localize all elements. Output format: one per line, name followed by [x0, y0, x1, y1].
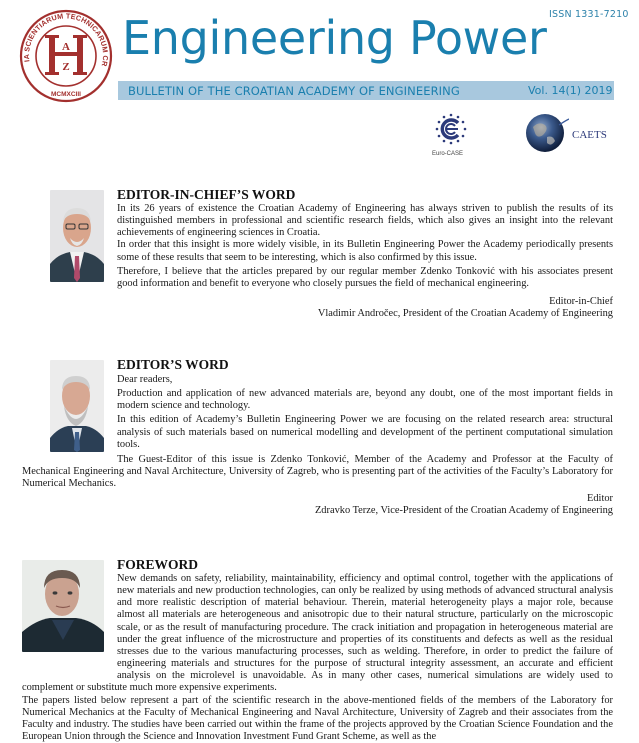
journal-title: Engineering Power — [122, 11, 547, 65]
editor-in-chief-signature — [318, 296, 613, 321]
paragraph: The papers listed below represent a part of the scientific research in the above-mentioned fields of the members of the Laboratory for Numerical Mechanics at the Faculty of Mechanical Engineering and Naval Architecture, University of Zagreb and their associates from the Faculty and industry. The studies have been carried out within the frame of the projects approved by the Croatian Science Foundation and the European Union through the Science and Innovation Investment Fund Grant Scheme, as well as the — [22, 694, 613, 743]
editor-in-chief-text — [117, 203, 613, 290]
editor-signature — [315, 493, 613, 518]
section-title-editor: EDITOR’S WORD — [117, 357, 229, 372]
signature-role: Editor-in-Chief — [549, 296, 613, 307]
foreword-text — [22, 573, 613, 743]
signature-name: Vladimir Andročec, President of the Croatian Academy of Engineering — [317, 308, 613, 320]
paragraph: Production and application of new advanced materials are, beyond any doubt, one of the most important fields in modern science and technology. — [117, 388, 613, 412]
section-title-editor-in-chief: EDITOR-IN-CHIEF’S WORD — [117, 187, 296, 202]
paragraph: In order that this insight is more widely visible, in its Bulletin Engineering Power the Academy periodically presents some of these results that seem to be interesting, which is also confirmed by this issue. — [117, 239, 613, 263]
caets-label: CAETS — [572, 129, 607, 141]
svg-text:Z: Z — [62, 61, 70, 73]
editor-photo — [50, 360, 104, 452]
academy-seal-logo — [18, 8, 114, 104]
paragraph: Dear readers, — [117, 374, 173, 385]
signature-name: Zdravko Terze, Vice-President of the Croatian Academy of Engineering — [314, 505, 613, 517]
photo-wrap-spacer — [22, 573, 117, 682]
paragraph — [22, 573, 613, 695]
signature-role: Editor — [587, 493, 613, 504]
journal-subtitle: BULLETIN OF THE CROATIAN ACADEMY OF ENGINEERING — [128, 84, 460, 98]
issn-number: ISSN 1331-7210 — [549, 9, 629, 20]
editor-in-chief-photo — [50, 190, 104, 282]
seal-ring-text: IA SCIENTIARUM TECHNICARUM CR — [21, 11, 111, 68]
paragraph: In this edition of Academy’s Bulletin Engineering Power we are focusing on the related research area: structural analysis of such materials based on numerical modelling and development of the pertinent computational simulation tools. — [117, 414, 613, 450]
paragraph: Therefore, I believe that the articles prepared by our regular member Zdenko Tonković with his associates present good information and benefit to everyone who closely pursues the field of mechanical engineering. — [117, 265, 613, 289]
seal-year: MCMXCIII — [51, 91, 81, 98]
section-title-foreword: FOREWORD — [117, 557, 198, 572]
svg-text:A: A — [62, 41, 70, 53]
euro-case-label: Euro-CASE — [432, 151, 464, 157]
foreword-paragraph-1: New demands on safety, reliability, maintainability, efficiency and optimal control, together with the applications of new materials and new production technologies, can only be realized by using methods of advanced structural analysis and more realistic description of material behaviour. Therein, material heterogeneity plays a major role, because almost all materials are heterogeneous and anisotropic due to their natural structure, particularly on the microscopic scale, or as the result of manufacturing procedure. The crack initiation and propagation in heterogeneous material are under the great influence of the microstructure and properties of its constituents and defects as well as the residual stresses due to the various manufacturing processes, such as welding. Therefore, in order to predict the failure of engineering materials and structures for the purpose of structural integrity assessment, an accurate and efficient analysis on the microlevel is unavoidable. As in many other cases, numerical simulations are widely used to complement or substitute much more expensive experiments. — [22, 573, 613, 694]
editor-text-upper — [117, 374, 613, 451]
volume-label: Vol. 14(1) 2019 — [528, 84, 613, 97]
caets-globe-icon — [525, 111, 569, 155]
editor-text-lower: The Guest-Editor of this issue is Zdenko Tonković, Member of the Academy and Professor at the Faculty of Mechanical Engineering and Naval Architecture, University of Zagreb, who is presenting part of the activities of the Faculty’s Laboratory for Numerical Mechanics. — [22, 454, 613, 490]
paragraph: In its 26 years of existence the Croatian Academy of Engineering has always striven to publish the results of its distinguished members in professional and scientific research fields, which also gives an insight into the relevant achievements of engineering sciences in Croatia. — [117, 203, 613, 239]
